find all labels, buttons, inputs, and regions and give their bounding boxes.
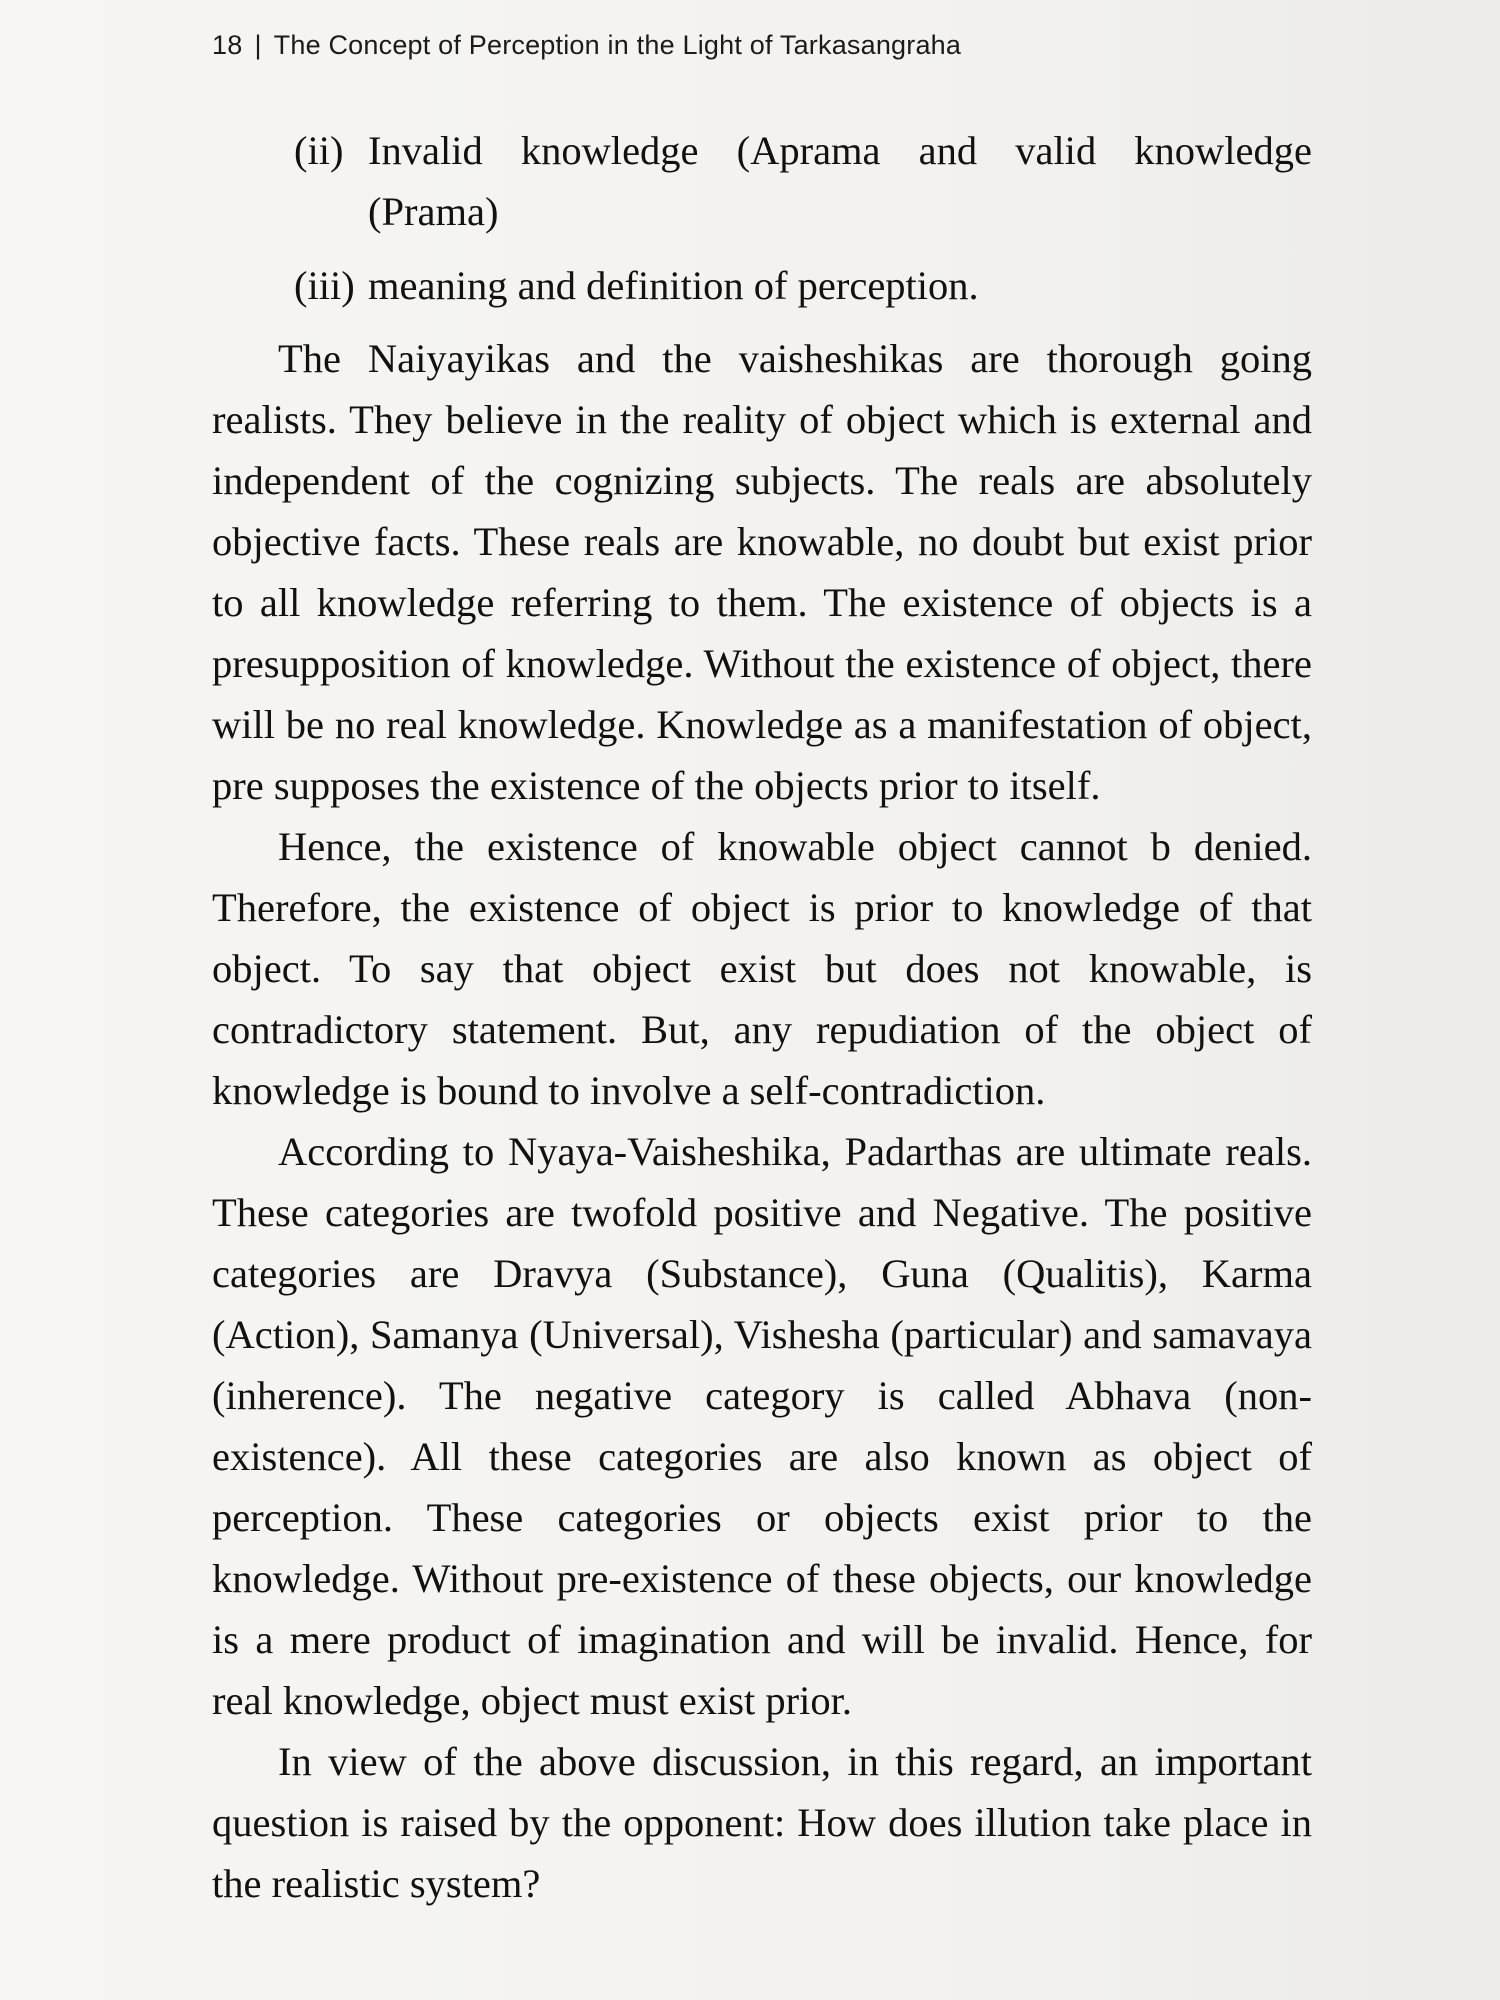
header-separator: |: [254, 30, 262, 60]
list-item-text: meaning and definition of perception.: [368, 263, 979, 308]
paragraph-realism: The Naiyayikas and the vaisheshikas are thorough going realists. They believe in the reality of object which is external and independent of the cognizing subjects. The reals are absolutely objective facts. These reals are knowable, no doubt but exist prior to all knowledge referring to them. The existence of objects is a presupposition of knowledge. Without the existence of object, there will be no real knowledge. Knowledge as a manifestation of object, pre supposes the existence of the objects prior to itself.: [212, 336, 1312, 808]
book-title: The Concept of Perception in the Light of Tarkasangraha: [273, 30, 962, 60]
running-header: [212, 30, 961, 61]
list-item: [294, 255, 1312, 316]
list-item-number: (iii): [294, 263, 355, 308]
paragraph-padarthas: According to Nyaya-Vaisheshika, Padarthas are ultimate reals. These categories are twofold positive and Negative. The positive categories are Dravya (Substance), Guna (Qualitis), Karma (Action), Samanya (Universal), Vishesha (particular) and samavaya (inherence). The negative category is called Abhava (non-existence). All these categories are also known as object of perception. These categories or objects exist prior to the knowledge. Without pre-existence of these objects, our knowledge is a mere product of imagination and will be invalid. Hence, for real knowledge, object must exist prior.: [212, 1129, 1312, 1723]
page-body: [212, 120, 1312, 1914]
list-item: [294, 120, 1312, 242]
list-item-number: (ii): [294, 128, 344, 173]
page-number: 18: [212, 30, 243, 60]
paragraph-knowable-object: Hence, the existence of knowable object cannot b denied. Therefore, the existence of object is prior to knowledge of that object. To say that object exist but does not knowable, is contradictory statement. But, any repudiation of the object of knowledge is bound to involve a self-contradiction.: [212, 824, 1312, 1113]
paragraph-illusion-question: In view of the above discussion, in this regard, an important question is raised by the opponent: How does illution take place in the realistic system?: [212, 1739, 1312, 1906]
list-item-text: Invalid knowledge (Aprama and valid knowledge (Prama): [368, 128, 1312, 234]
